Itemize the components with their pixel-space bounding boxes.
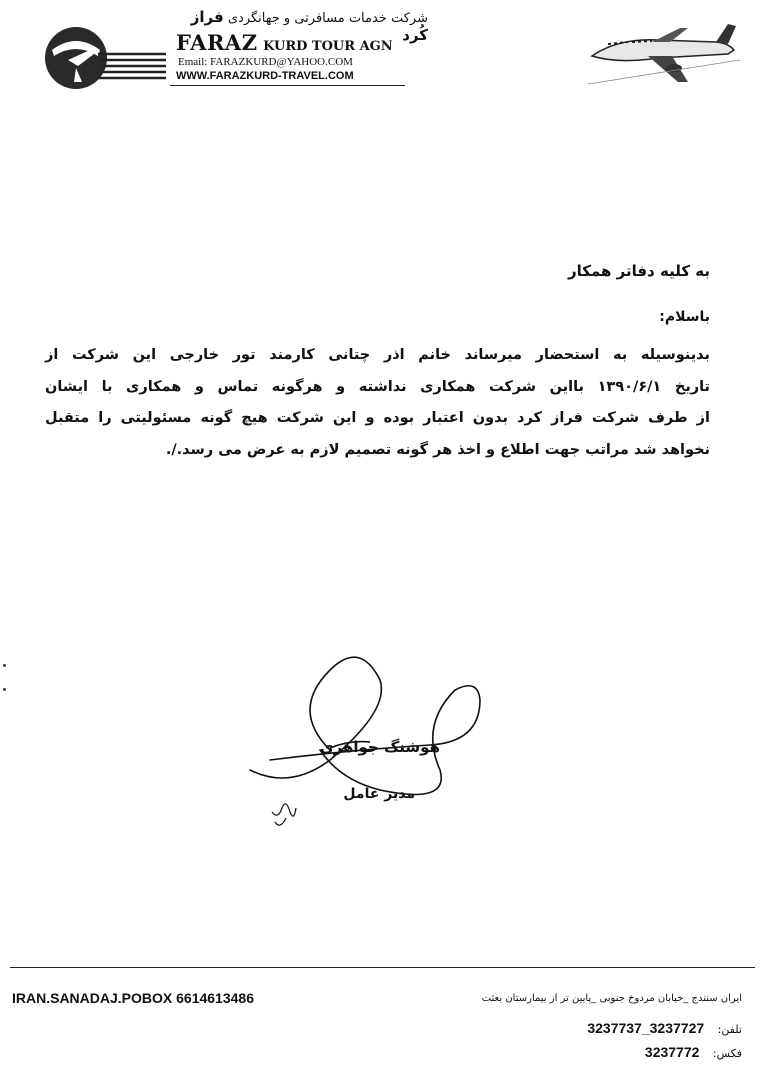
company-logo (38, 20, 168, 90)
phone-label: تلفن: (717, 1023, 742, 1036)
footer-fax (645, 1044, 742, 1060)
letter-line: نخواهد شد مراتب جهت اطلاع و اخذ هر گونه تصمیم لازم به عرض می رسد./. (165, 441, 710, 458)
company-name-en (176, 30, 393, 55)
letter-body (45, 340, 710, 466)
company-email: Email: FARAZKURD@YAHOO.COM (178, 56, 353, 68)
letter-line: بدینوسیله به استحضار میرساند خانم اذر چتانی کارمند تور خارجی این شرکت از (45, 347, 710, 363)
scan-speck (3, 664, 6, 667)
fax-label: فکس: (712, 1047, 742, 1060)
footer-divider (10, 967, 755, 968)
letter-line: از طرف شرکت فراز کرد بدون اعتبار بوده و این شرکت هیچ گونه مسئولیتی را متقبل (45, 410, 710, 426)
brand-name-en: FARAZ (176, 30, 258, 55)
header-divider (170, 85, 405, 86)
brand-name-fa: فراز کُرد (190, 8, 428, 44)
fax-number: 3237772 (644, 1044, 700, 1060)
company-website: WWW.FARAZKURD-TRAVEL.COM (176, 70, 354, 82)
addressee: به کلیه دفاتر همکار (567, 262, 710, 280)
signer-name: هوشنگ جواهری (319, 738, 440, 756)
footer-address: ایران سنندج _خیابان مردوخ جنوبی _پایین تر از بیمارستان بعثت (481, 993, 742, 1004)
brand-name-en-sub: KURD TOUR AGN (263, 39, 393, 54)
phone-number: 3237737_3237727 (587, 1020, 705, 1036)
signer-title: مدیر عامل (343, 786, 415, 802)
company-description: شرکت خدمات مسافرتی و جهانگردی (227, 11, 428, 26)
footer-pobox: IRAN.SANADAJ.POBOX 6614613486 (12, 990, 254, 1006)
greeting: باسلام: (659, 309, 710, 325)
airplane-icon (588, 20, 740, 92)
letter-line: تاریخ ۱۳۹۰/۶/۱ بااین شرکت همکاری نداشته و هرگونه تماس و همکاری با ایشان (45, 378, 710, 395)
footer-phone (587, 1020, 742, 1036)
scan-speck (3, 688, 6, 691)
